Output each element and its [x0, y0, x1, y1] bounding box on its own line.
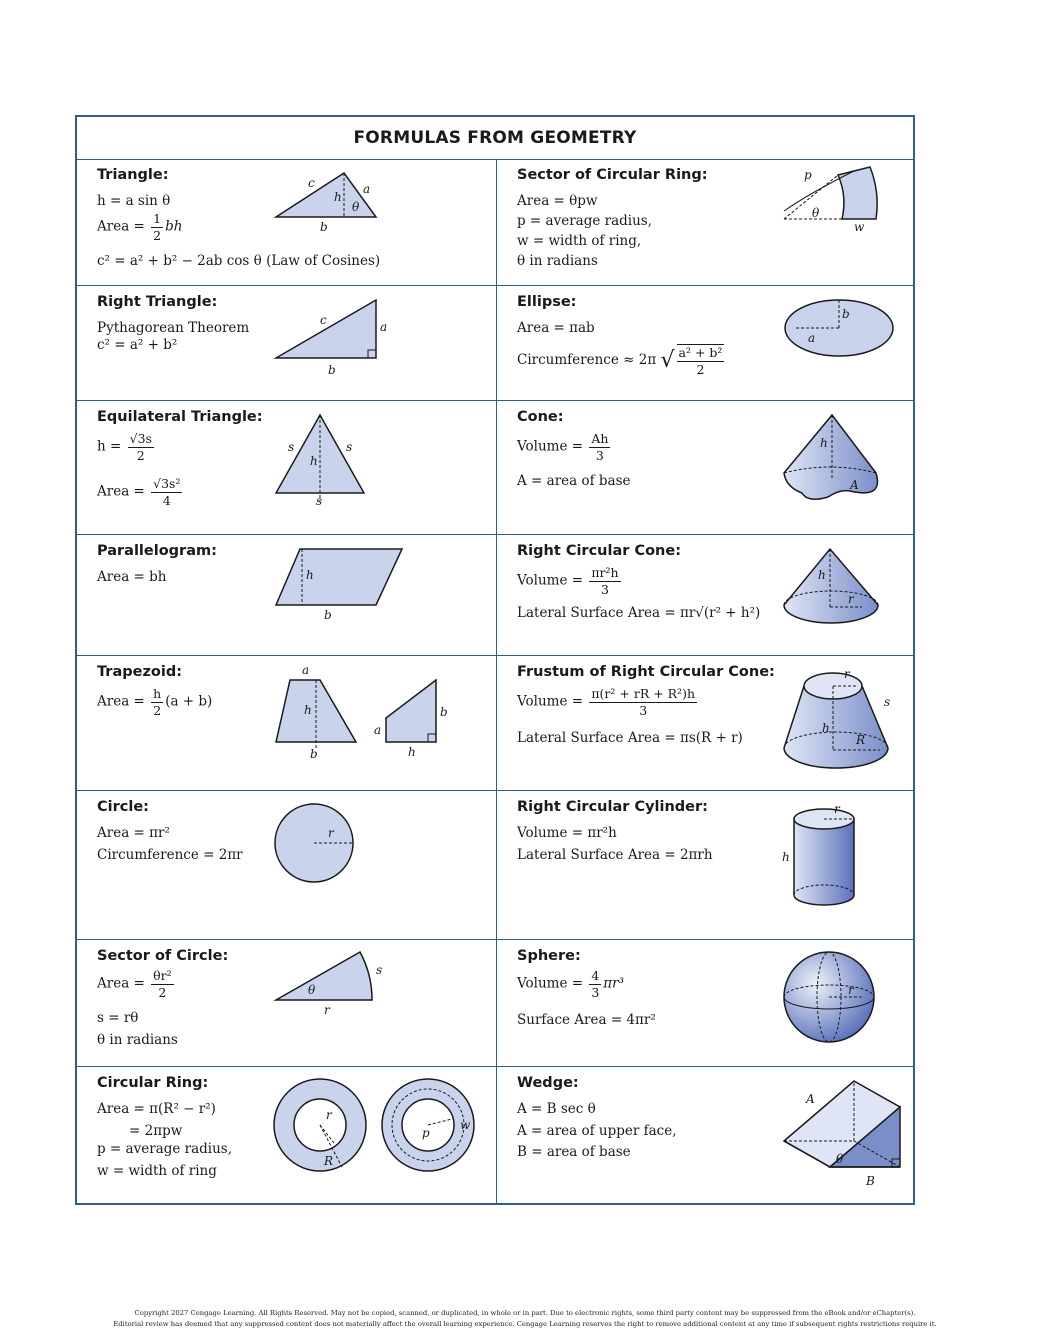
- right-triangle-heading: Right Triangle:: [97, 294, 218, 310]
- trapezoid-figure: [272, 664, 462, 764]
- right-triangle-figure: [272, 296, 392, 381]
- equilateral-height: [97, 431, 156, 463]
- denominator: 2: [153, 702, 162, 718]
- pythagorean-formula: c² = a² + b²: [97, 337, 178, 353]
- label-A: A: [806, 1092, 815, 1106]
- sector-ring-figure: [780, 163, 890, 233]
- frustum-figure: [780, 664, 900, 782]
- parallelogram-figure: [272, 545, 407, 625]
- copyright-line-2: Editorial review has deemed that any suppressed content does not materially affect the overall learning experience. Cengage Learning reserves the right to remove additional content at any time if subsequent rights restrictions require it.: [113, 1320, 937, 1328]
- right-triangle-cell: [77, 286, 495, 400]
- wedge-base: B = area of base: [517, 1144, 631, 1160]
- fraction: [589, 431, 610, 463]
- volume-prefix: Volume =: [517, 693, 584, 710]
- numerator: a² + b²: [678, 345, 723, 360]
- sector-ring-p: p = average radius,: [517, 213, 652, 229]
- label-h: h: [822, 721, 830, 735]
- label-theta: θ: [308, 983, 316, 997]
- pythagorean-label: Pythagorean Theorem: [97, 320, 250, 336]
- label-h: h: [334, 190, 342, 204]
- wedge-cell: [497, 1067, 915, 1205]
- label-A: A: [850, 478, 859, 492]
- denominator: 2: [153, 227, 162, 243]
- triangle-heading: Triangle:: [97, 167, 169, 183]
- cone-cell: [497, 401, 915, 534]
- label-p: p: [804, 168, 812, 182]
- page-title: FORMULAS FROM GEOMETRY: [77, 117, 913, 160]
- label-b: b: [324, 608, 332, 622]
- label-w: w: [460, 1118, 471, 1132]
- right-cone-heading: Right Circular Cone:: [517, 543, 682, 559]
- right-cone-lateral: Lateral Surface Area = πr√(r² + h²): [517, 605, 761, 621]
- cone-volume: [517, 431, 612, 463]
- label-b: b: [320, 220, 328, 234]
- formula-sheet: [75, 115, 915, 1205]
- numerator: θr²: [153, 968, 172, 983]
- cylinder-heading: Right Circular Cylinder:: [517, 799, 708, 815]
- ring-figure: [272, 1075, 482, 1175]
- parallelogram-area: Area = bh: [97, 569, 167, 585]
- frustum-lateral: Lateral Surface Area = πs(R + r): [517, 730, 743, 746]
- sector-ring-cell: [497, 159, 915, 285]
- wedge-upper: A = area of upper face,: [517, 1123, 677, 1139]
- cylinder-volume: Volume = πr²h: [517, 825, 617, 841]
- numerator: Ah: [591, 431, 609, 446]
- triangle-height-formula: h = a sin θ: [97, 193, 171, 209]
- fraction: [128, 431, 154, 463]
- sector-area: [97, 968, 176, 1000]
- label-c: c: [320, 313, 327, 327]
- label-p: p: [422, 1126, 430, 1140]
- wedge-figure: [780, 1077, 905, 1189]
- circle-figure: [272, 801, 356, 885]
- sector-heading: Sector of Circle:: [97, 948, 229, 964]
- circle-area: Area = πr²: [97, 825, 170, 841]
- label-r: r: [844, 667, 850, 681]
- ring-cell: [77, 1067, 495, 1205]
- frustum-heading: Frustum of Right Circular Cone:: [517, 664, 775, 680]
- numerator: √3s: [129, 431, 152, 446]
- denominator: 3: [591, 984, 600, 1000]
- wedge-heading: Wedge:: [517, 1075, 579, 1091]
- numerator: √3s²: [153, 476, 181, 491]
- numerator: πr²h: [591, 565, 619, 580]
- right-cone-cell: [497, 535, 915, 655]
- right-cone-volume: [517, 565, 623, 597]
- numerator: h: [153, 686, 162, 701]
- fraction: [677, 344, 725, 377]
- ellipse-figure: [782, 296, 897, 366]
- right-cone-figure: [782, 545, 882, 635]
- frustum-cell: [497, 656, 915, 790]
- law-of-cosines: c² = a² + b² − 2ab cos θ (Law of Cosines): [97, 253, 381, 269]
- cone-heading: Cone:: [517, 409, 564, 425]
- label-h: h: [304, 703, 312, 717]
- label-r: r: [326, 1108, 332, 1122]
- frustum-volume: [517, 686, 699, 718]
- label-a: a: [808, 331, 816, 345]
- wedge-formula: A = B sec θ: [517, 1101, 596, 1117]
- ellipse-circumference: [517, 344, 726, 377]
- label-s-bottom: s: [316, 494, 323, 508]
- label-b: b: [842, 307, 850, 321]
- sector-figure: [272, 948, 402, 1023]
- trapezoid-heading: Trapezoid:: [97, 664, 182, 680]
- fraction: [589, 968, 601, 1000]
- cylinder-cell: [497, 791, 915, 939]
- circle-circumference: Circumference = 2πr: [97, 847, 243, 863]
- trapezoid-area: [97, 686, 212, 718]
- sphere-cell: [497, 940, 915, 1066]
- label-a: a: [363, 182, 371, 196]
- sector-radians: θ in radians: [97, 1032, 178, 1048]
- label-r: r: [328, 826, 334, 840]
- cone-figure: [780, 411, 885, 501]
- equilateral-heading: Equilateral Triangle:: [97, 409, 263, 425]
- label-s: s: [884, 695, 891, 709]
- ellipse-area: Area = πab: [517, 320, 595, 336]
- label-s-right: s: [346, 440, 353, 454]
- sphere-volume: [517, 968, 624, 1000]
- parallelogram-heading: Parallelogram:: [97, 543, 217, 559]
- volume-suffix: πr³: [603, 975, 625, 992]
- area-label: Area =: [97, 218, 145, 235]
- label-r: r: [324, 1003, 330, 1017]
- sphere-figure: [782, 950, 882, 1050]
- fraction: [151, 476, 182, 508]
- height-prefix: h =: [97, 438, 122, 455]
- volume-prefix: Volume =: [517, 572, 584, 589]
- label-theta: θ: [352, 200, 360, 214]
- label-h: h: [306, 568, 314, 582]
- label-h: h: [782, 850, 790, 864]
- equilateral-cell: [77, 401, 495, 534]
- denominator: 2: [136, 447, 145, 463]
- triangle-area-formula: [97, 211, 182, 243]
- numerator: π(r² + rR + R²)h: [591, 686, 695, 701]
- sphere-surface: Surface Area = 4πr²: [517, 1012, 656, 1028]
- label-r: r: [834, 803, 840, 816]
- ring-area-alt: = 2πpw: [129, 1123, 183, 1139]
- label-R: R: [324, 1154, 334, 1168]
- volume-prefix: Volume =: [517, 438, 584, 455]
- label-r: r: [848, 983, 854, 997]
- denominator: 3: [639, 702, 648, 718]
- sphere-heading: Sphere:: [517, 948, 581, 964]
- sector-ring-radians: θ in radians: [517, 253, 598, 269]
- ring-p: p = average radius,: [97, 1141, 232, 1157]
- area-suffix: bh: [165, 218, 183, 235]
- fraction: [589, 565, 620, 597]
- label-w: w: [854, 220, 865, 233]
- area-prefix: Area =: [97, 483, 145, 500]
- copyright-line-1: Copyright 2027 Cengage Learning. All Rights Reserved. May not be copied, scanned, or duplicated, in whole or in part. Due to electronic rights, some third party content may be suppressed from the eBook and/or eChapter(s).: [134, 1309, 916, 1317]
- cone-base: A = area of base: [517, 473, 631, 489]
- triangle-figure: [272, 169, 382, 239]
- ring-heading: Circular Ring:: [97, 1075, 209, 1091]
- sector-ring-w: w = width of ring,: [517, 233, 642, 249]
- fraction: [151, 211, 163, 243]
- sector-ring-heading: Sector of Circular Ring:: [517, 167, 708, 183]
- denominator: 2: [696, 361, 705, 377]
- denominator: 2: [158, 984, 167, 1000]
- label-b: b: [310, 747, 318, 761]
- triangle-cell: [77, 159, 495, 285]
- area-prefix: Area =: [97, 975, 145, 992]
- volume-prefix: Volume =: [517, 975, 584, 992]
- label-h-right: h: [408, 745, 416, 759]
- label-b: b: [328, 363, 336, 377]
- label-h: h: [820, 436, 828, 450]
- denominator: 4: [162, 492, 171, 508]
- area-suffix: (a + b): [165, 693, 213, 710]
- label-theta: θ: [812, 206, 820, 220]
- label-a: a: [302, 664, 310, 677]
- sector-ring-area: Area = θpw: [517, 193, 598, 209]
- label-a: a: [380, 320, 388, 334]
- label-B: B: [866, 1174, 875, 1188]
- denominator: 3: [595, 447, 604, 463]
- equilateral-area: [97, 476, 184, 508]
- ring-area: Area = π(R² − r²): [97, 1101, 216, 1117]
- label-c: c: [308, 176, 315, 190]
- denominator: 3: [601, 581, 609, 597]
- label-s-left: s: [288, 440, 295, 454]
- radical-sign: √: [660, 348, 675, 374]
- label-R: R: [856, 733, 866, 747]
- sector-arc: s = rθ: [97, 1010, 139, 1026]
- sector-cell: [77, 940, 495, 1066]
- fraction: [589, 686, 697, 718]
- circumference-prefix: Circumference ≈ 2π: [517, 352, 657, 369]
- label-h: h: [818, 568, 826, 582]
- area-prefix: Area =: [97, 693, 145, 710]
- label-h: h: [310, 454, 318, 468]
- label-theta: θ: [836, 1152, 844, 1166]
- numerator: 1: [153, 211, 162, 226]
- ellipse-heading: Ellipse:: [517, 294, 577, 310]
- trapezoid-cell: [77, 656, 495, 790]
- label-b-right: b: [440, 705, 448, 719]
- ellipse-cell: [497, 286, 915, 400]
- fraction: [151, 686, 163, 718]
- label-s: s: [376, 963, 383, 977]
- numerator: 4: [591, 968, 600, 983]
- fraction: [151, 968, 174, 1000]
- circle-heading: Circle:: [97, 799, 149, 815]
- cylinder-lateral: Lateral Surface Area = 2πrh: [517, 847, 713, 863]
- parallelogram-cell: [77, 535, 495, 655]
- circle-cell: [77, 791, 495, 939]
- ring-w: w = width of ring: [97, 1163, 217, 1179]
- label-r: r: [848, 592, 854, 606]
- label-a-right: a: [374, 723, 382, 737]
- cylinder-figure: [780, 803, 860, 913]
- equilateral-figure: [272, 409, 372, 509]
